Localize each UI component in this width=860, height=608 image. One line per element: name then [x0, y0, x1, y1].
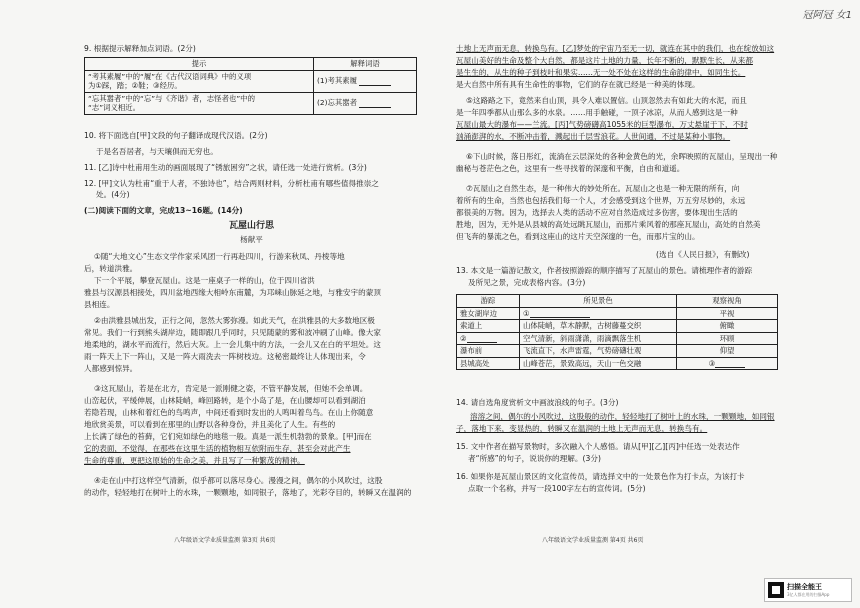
section-2-heading: (二)阅读下面的文章，完成13~16题。(14分) [84, 206, 243, 215]
para-4-cont-line: 瓦屋山美好的生命及整个大自然，都是这片土地的力量，长年不断的，默默生长，从来都 [456, 56, 753, 65]
q13-cell-scenery: 山峰苍茫，景致高远，天山一色交融 [520, 357, 677, 370]
question-16: 16. 如果你是瓦屋山景区的文化宣传员，请选择文中的一处景色作为打卡点，为该打卡 [456, 472, 745, 481]
scanner-badge [764, 578, 852, 602]
q13-cell-route: 索道上 [457, 320, 520, 333]
article-author: 杨献平 [240, 235, 263, 244]
para-3-line: 地欣赏美景，可以看到在那里的山野以各种身份，并且美化了人生。有些的 [84, 420, 336, 429]
question-15-cont: 者“所感”的句子，说说你的理解。(3分) [468, 454, 601, 463]
left-footer: 八年级语文学业质量监测 第3页 共6页 [174, 537, 276, 544]
para-3-line: ③这瓦屋山，若是在北方，肯定是一派刚健之姿，不管平静发展，但她不会单调。 [94, 384, 368, 393]
para-4-line: 的动作，轻轻地打在树叶上的水珠，一颗颗地，如同银子，落地了，光彩夺目的，转瞬又在温润的 [84, 488, 412, 497]
para-2-line: 地柔地的，湖水平而流行，然后大灰。上一会儿集中的方法，一会儿又在白的平坦处。这 [84, 340, 381, 349]
q9-hint-2: “忘其嚣者”中的“忘”与《齐谐》者，志怪者也”中的 “志”词义相近。 [85, 92, 314, 114]
q13-row [457, 320, 778, 333]
para-7-line: 着所有的生命，当然也包括我们每一个人，才会感受到这个世界，万五穷尽妙的，永远 [456, 196, 746, 205]
q13-cell-view: 平视 [677, 307, 778, 320]
para-5-line: 汹涌澎湃的水，不断冲击着，溅起出千层雪浪花。人世间通，不过是某种小事物。 [456, 132, 731, 141]
para-4-cont-line: 是大自然中所有具有生命性的事物，它们的存在就已经是一种美的体现。 [456, 80, 700, 89]
q13-answer-1[interactable]: ① [520, 307, 677, 320]
q13-header-scenery: 所见景色 [520, 295, 677, 308]
para-1-line: 县相连。 [84, 300, 115, 309]
q13-answer-2[interactable]: ② [457, 332, 520, 345]
para-7-line: 都很美的万物。因为，选择去人类的活动不应对自然造成过多伤害，要体现出生活的 [456, 208, 738, 217]
para-2-line: 人都感到惊异。 [84, 364, 138, 373]
para-6-line: 幽秘与苍茫色之色，这里有一些寻找着的深邃和平衡，自由和道遥。 [456, 164, 685, 173]
scanner-subtitle: 3亿人都在用的扫描App [787, 592, 830, 597]
right-page [456, 0, 781, 608]
article-title: 瓦屋山行思 [228, 221, 275, 231]
q9-answer-1[interactable]: (1)考其素履 [314, 70, 417, 92]
q13-cell-route: 雅女湖岸边 [457, 307, 520, 320]
para-3-line: 若隐若现，山林和着红色的鸟鸣声，中间还看到时发出的人鸣叫着鸟鸟。在山上你随意 [84, 408, 374, 417]
q13-cell-view: 环顾 [677, 332, 778, 345]
question-15: 15. 文中作者在描写景物时，多次融入个人感悟。请从[甲][乙][丙]中任选一处表达作 [456, 442, 740, 451]
para-7-line: ⑦瓦屋山之自然生态，是一种伟大的妙处所在。瓦屋山之也是一种无限的所有，向 [466, 184, 740, 193]
question-12: 12. [甲]文认为杜甫“重于人者，不独诗也”，结合两则材料，分析杜甫有哪些值得推崇之 [84, 179, 379, 188]
q10-sentence: 于是名吾居者，与天壤俱而无穷也。 [96, 147, 218, 156]
article-source: (选自《人民日报》，有删改) [656, 250, 750, 259]
q13-cell-scenery: 山体陡峭，草木静默，古树藤蔓交织 [520, 320, 677, 333]
q13-row [457, 345, 778, 358]
para-5-line: ⑤这路路之下，竟然来自山顶，具令人难以置信。山顶忽然去有如此大的水泥，而且 [466, 96, 747, 105]
q13-cell-view: 俯瞰 [677, 320, 778, 333]
para-4-line: ④走在山中打这样空气清新，似乎都可以落尽身心。漫漫之间，偶尔的小风吹过，这股 [94, 476, 383, 485]
question-11: 11. [乙]诗中杜甫用生动的画面展现了“锈旅困穷”之状，请任选一处进行赏析。(3分) [84, 163, 367, 172]
q13-row [457, 332, 778, 345]
question-14: 14. 请自选角度赏析文中画波浪线的句子。(3分) [456, 398, 619, 407]
q13-table [456, 294, 778, 370]
q14-quote-line: 子，落地下来，变显热的，转瞬又在温润的土地上无声而无息，转换鸟有。 [456, 424, 708, 433]
q9-hint-1: “考其素履”中的“履”在《古代汉语词典》中的义项 为①踩，踏；②鞋；③经历。 [85, 70, 314, 92]
q9-header-explain: 解释词语 [314, 58, 417, 71]
question-13-cont: 及所见之景，完成表格内容。(3分) [468, 278, 586, 287]
scanner-title: 扫描全能王 [787, 583, 822, 591]
para-3-line-underlined: 生命的尊重，更把这原始的生命之美，并且写了一种繁茂的精神。 [84, 456, 305, 465]
q13-row [457, 357, 778, 370]
q9-table [84, 57, 417, 115]
para-4-cont-line: 是生生的，从生的种子到枝叶和果实……无一处不处在这样的生命韵律中，如同生长。 [456, 68, 746, 77]
para-2-line: 雨一阵天上下一阵山，又是一阵大雨洗去一阵树枝边。这秘密最终让人体现出来，令 [84, 352, 366, 361]
q13-cell-scenery: 空气清新，斜雨潇潇，雨滴飘落生机 [520, 332, 677, 345]
q14-quote-line: 溶溶之间，偶尔的小风吹过，这股般的动作，轻轻地打了树叶上的水珠，一颗颗地，如同银 [470, 412, 775, 421]
para-1-line: 雅县与汉源县相接处，四川盆地西缘大相岭东南麓，为邛崃山脉延之地，与雅安宇的蒙顶 [84, 288, 381, 297]
q13-cell-route: 瀑布前 [457, 345, 520, 358]
para-7-line: 胜地，因为，无外是从县城的高处远眺瓦屋山，而那片乘风着的那座瓦屋山，高处的自然美 [456, 220, 761, 229]
corner-mark: 冠阿冠 女1 [802, 10, 852, 21]
para-6-line: ⑥下山时候，落日彤红，流淌在云层深处的各种金黄色的光，余晖映照的瓦屋山，呈现出一种 [466, 152, 778, 161]
para-1-line: ①随“大地文心”生态文学作家采风团一行再赴四川，行游来秋凤、丹棱等地 [94, 252, 345, 261]
q13-header-route: 游踪 [457, 295, 520, 308]
left-page [84, 0, 419, 608]
para-3-line: 上长满了绿色的苔藓，它们宛如绿色的地毯一般。真是一派生机勃勃的景象。[甲]而在 [84, 432, 372, 441]
para-3-line-underlined: 它的表面，不觉得，在那些在这里生活的植物相互依附而生存，甚至会对此产生 [84, 444, 351, 453]
q13-cell-route: 县城高处 [457, 357, 520, 370]
q13-row [457, 307, 778, 320]
scanner-logo-icon [768, 582, 784, 598]
q9-answer-2[interactable]: (2)忘其嚣者 [314, 92, 417, 114]
question-16-cont: 点取一个名称，并写一段100字左右的宣传词。(5分) [468, 484, 646, 493]
para-2-line: ②由洪雅县城出发，正行之间，忽然大雾弥漫。如此天气，在洪雅县的大多数地区极 [94, 316, 375, 325]
para-3-line: 山峦起伏，平缓伸展，山林陡峭，峰回路转，是个小岛了是，在山腰却可以看到湖泊 [84, 396, 366, 405]
para-1-line: 后，转道洪雅。 [84, 264, 138, 273]
q13-cell-view: 仰望 [677, 345, 778, 358]
question-10: 10. 将下面选自[甲]文段的句子翻译成现代汉语。(2分) [84, 131, 268, 140]
q13-answer-3[interactable]: ③ [677, 357, 778, 370]
q13-cell-scenery: 飞流直下，水声雷霆，气势磅礴壮观 [520, 345, 677, 358]
q13-header-view: 观察视角 [677, 295, 778, 308]
para-1-line: 下一个平展，攀登瓦屋山。这是一座桌子一样的山，位于四川省洪 [94, 276, 315, 285]
question-13: 13. 本文是一篇游记散文，作者按照游踪的顺序描写了瓦屋山的景色。请梳理作者的游踪 [456, 266, 753, 275]
para-4-cont-line: 土地上无声而无息，转换鸟有。[乙]梦处的宇宙乃至无一切，就连在其中的我们，也在绽放如这 [456, 44, 775, 53]
right-footer: 八年级语文学业质量监测 第4页 共6页 [542, 537, 644, 544]
question-9: 9. 根据提示解释加点词语。(2分) [84, 44, 196, 53]
q9-header-hint: 提示 [85, 58, 314, 71]
para-2-line: 常见。我们一行到熊头湖岸边，随即跟几乎同时，只见随蒙的雾和波冲刷了山峰。像大家 [84, 328, 381, 337]
para-5-line: 是一年四季都从山那么多的水泉。……用手触碰，一顶子冰凉，从而人感到这是一种 [456, 108, 738, 117]
question-12-cont: 处。(4分) [96, 190, 130, 199]
para-7-line: 但飞奔的暴流之色，看到这座山的这片天空深邃的一色，而那片宝的山。 [456, 232, 700, 241]
para-5-line: 瓦屋山最大的瀑布——兰流。[丙]气势磅礴高1055米的巨型瀑布，万丈悬崖于下，不时 [456, 120, 748, 129]
